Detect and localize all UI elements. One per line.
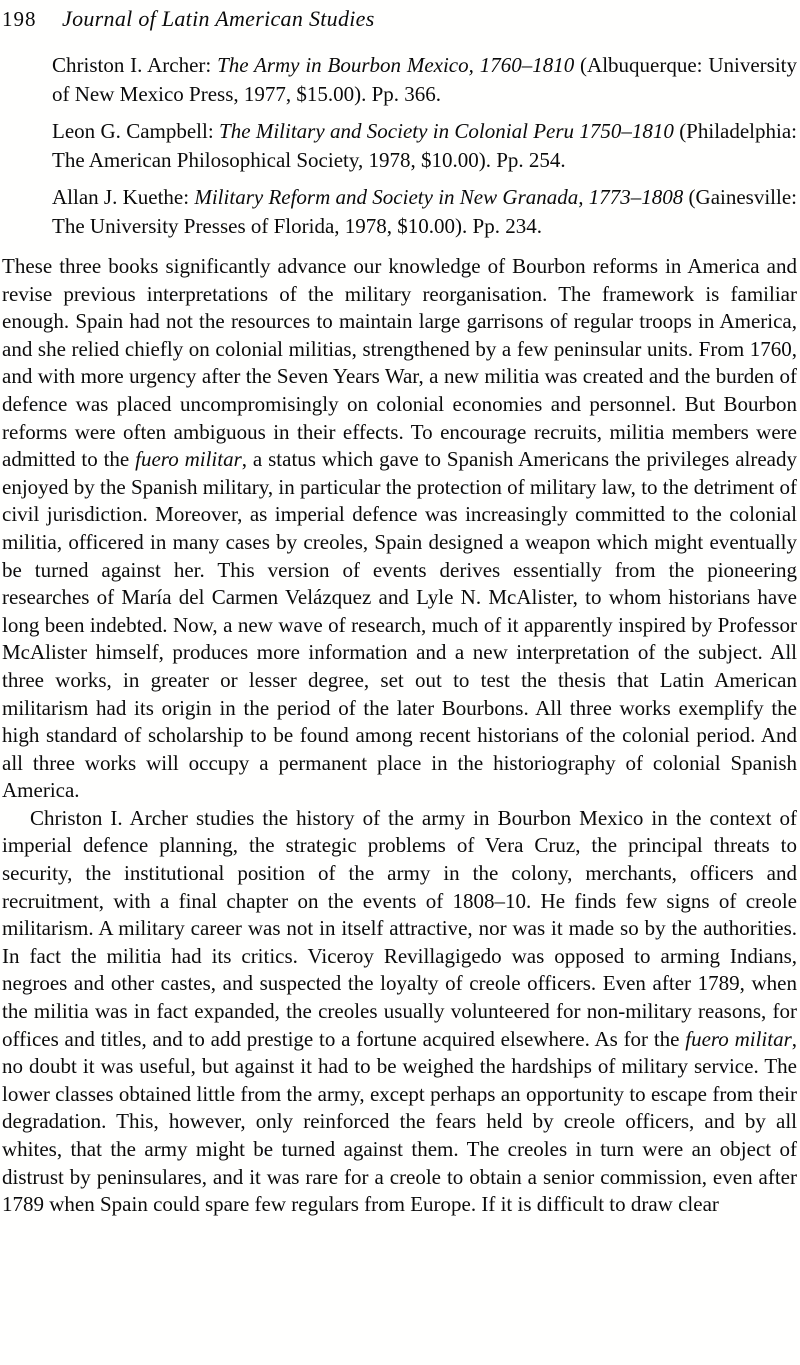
citation-archer	[52, 51, 797, 108]
text-run: These three books significantly advance our knowledge of Bourbon reforms in America and revise previous interpretations of the military reorganisation. The framework is familiar enough. Spain had not the resources to maintain large garrisons of regular troops in America, and she relied chiefly on colonial militias, strengthened by a few peninsular units. From 1760, and with more urgency after the Seven Years War, a new militia was created and the burden of defence was placed uncompromisingly on colonial economies and personnel. But Bourbon reforms were often ambiguous in their effects. To encourage recruits, militia members were admitted to the	[2, 254, 797, 472]
journal-title: Journal of Latin American Studies	[62, 6, 375, 31]
text-run: (Albuquerque: University of New Mexico Press, 1977, $15.00). Pp. 366.	[52, 53, 798, 106]
text-run: (Philadelphia: The American Philosophical Society, 1978, $10.00). Pp. 254.	[52, 119, 798, 172]
text-run: Leon G. Campbell:	[52, 119, 220, 143]
italic-text-run: fuero militar	[135, 447, 242, 472]
text-run: (Gainesville: The University Presses of Florida, 1978, $10.00). Pp. 234.	[52, 185, 797, 238]
review-paragraph-1	[2, 253, 797, 805]
text-run: Christon I. Archer:	[52, 53, 218, 77]
citation-list	[52, 51, 797, 240]
italic-text-run: The Army in Bourbon Mexico, 1760–1810	[217, 53, 575, 77]
text-run: Allan J. Kuethe:	[52, 185, 195, 209]
text-run: , no doubt it was useful, but against it had to be weighed the hardships of military service. The lower classes obtained little from the army, except perhaps an opportunity to escape from their degradation. This, however, only reinforced the fears held by creole officers, and by all whites, that the army might be turned against them. The creoles in turn were an object of distrust by peninsulares, and it was rare for a creole to obtain a senior commission, even after 1789 when Spain could spare few regulars from Europe. If it is difficult to draw clear	[2, 1026, 797, 1217]
italic-text-run: Military Reform and Society in New Granada, 1773–1808	[194, 185, 684, 209]
review-paragraph-2	[2, 805, 797, 1219]
review-body	[2, 253, 797, 1219]
citation-campbell	[52, 117, 797, 174]
text-run: Christon I. Archer studies the history of the army in Bourbon Mexico in the context of imperial defence planning, the strategic problems of Vera Cruz, the principal threats to security, the institutional position of the army in the colony, merchants, officers and recruitment, with a final chapter on the events of 1808–10. He finds few signs of creole militarism. A military career was not in itself attractive, nor was it made so by the authorities. In fact the militia had its critics. Viceroy Revillagigedo was opposed to arming Indians, negroes and other castes, and suspected the loyalty of creole officers. Even after 1789, when the militia was in fact expanded, the creoles usually volunteered for non-military reasons, for offices and titles, and to add prestige to a fortune acquired elsewhere. As for the	[2, 805, 797, 1051]
running-head	[2, 6, 797, 32]
text-run: , a status which gave to Spanish Americans the privileges already enjoyed by the Spanish military, in particular the protection of military law, to the detriment of civil jurisdiction. Moreover, as imperial defence was increasingly committed to the colonial militia, officered in many cases by creoles, Spain designed a weapon which might eventually be turned against her. This version of events derives essentially from the pioneering researches of María del Carmen Velázquez and Lyle N. McAlister, to whom historians have long been indebted. Now, a new wave of research, much of it apparently inspired by Professor McAlister himself, produces more information and a new interpretation of the subject. All three works, in greater or lesser degree, set out to test the thesis that Latin American militarism had its origin in the period of the later Bourbons. All three works exemplify the high standard of scholarship to be found among recent historians of the colonial period. And all three works will occupy a permanent place in the historiography of colonial Spanish America.	[2, 447, 797, 803]
italic-text-run: fuero militar	[685, 1026, 792, 1051]
citation-kuethe	[52, 183, 797, 240]
page-number: 198	[2, 7, 37, 31]
italic-text-run: The Military and Society in Colonial Peru 1750–1810	[219, 119, 674, 143]
